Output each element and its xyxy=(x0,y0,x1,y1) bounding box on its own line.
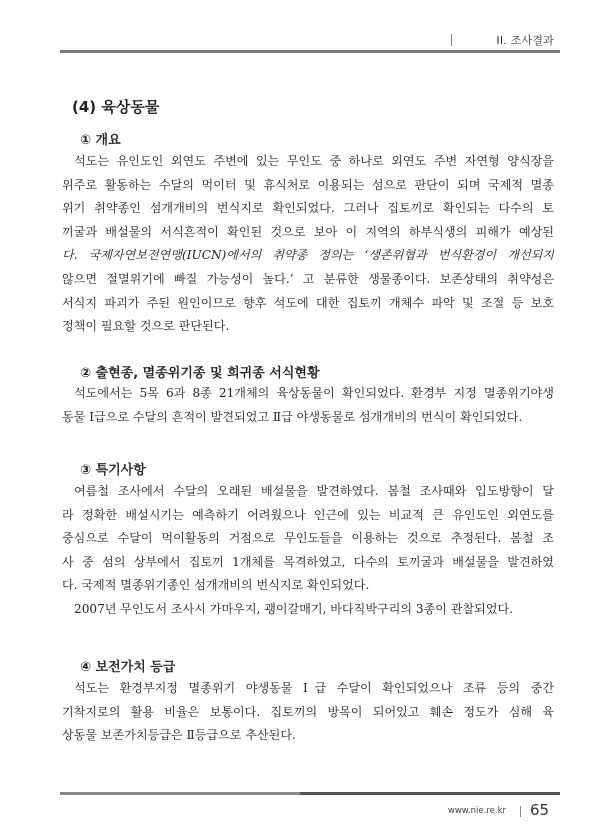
footer-url: www.nie.re.kr xyxy=(447,806,506,816)
text-line: 사 중 섬의 상부에서 집토끼 1개체를 목격하였고, 다수의 토끼굴과 배설물을 발견하였 xyxy=(62,554,554,569)
text-line: 않으면 절멸위기에 빠질 가능성이 높다.’ 고 분류한 생물종이다. 보존상태의 취약성은 xyxy=(62,271,554,286)
subsection-heading-overview: ① 개요 xyxy=(80,133,121,148)
text-line: 기착지로의 활용 비율은 보통이다. 집토끼의 방목이 되어있고 훼손 정도가 심해 육 xyxy=(62,704,554,719)
paragraph-species-status xyxy=(62,382,554,429)
paragraph-conservation-grade xyxy=(62,677,554,748)
text-line: 위기 취약종인 섬개개비의 번식지로 확인되었다. 그러나 집토끼로 확인되는 다수의 토 xyxy=(62,201,554,216)
footer-rule-accent xyxy=(300,792,560,795)
paragraph-notes xyxy=(62,480,554,622)
text-line: 라 정확한 배설시기는 예측하기 어려웠으나 인근에 있는 비교적 큰 유인도인 외연도를 xyxy=(62,507,554,522)
header-separator xyxy=(451,34,452,46)
paragraph-overview xyxy=(62,150,554,339)
text-line: 상동물 보존가치등급은 Ⅱ등급으로 추산된다. xyxy=(62,728,296,743)
text-line: 2007년 무인도서 조사시 가마우지, 괭이갈매기, 바다직박구리의 3종이 관찰되었다. xyxy=(74,601,514,616)
text-line: 중심으로 수달이 먹이활동의 거점으로 무인도들을 이용하는 것으로 추정된다. 봄철 조 xyxy=(62,531,554,546)
footer-separator xyxy=(520,806,521,817)
subsection-heading-notes: ③ 특기사항 xyxy=(80,463,146,478)
page-number: 65 xyxy=(530,801,550,819)
text-line: 석도는 유인도인 외연도 주변에 있는 무인도 중 하나로 외연도 주변 자연형 양식장을 xyxy=(74,154,554,168)
subsection-heading-conservation-grade: ④ 보전가치 등급 xyxy=(80,660,176,675)
text-line: 동물 Ⅰ급으로 수달의 흔적이 발견되었고 Ⅱ급 야생동물로 섬개개비의 번식이 확인되었다. xyxy=(62,409,523,424)
text-line: 끼굴과 배설물의 서식흔적이 확인된 것으로 보아 이 지역의 하부식생의 피해가 예상된 xyxy=(62,224,554,239)
text-line: 정책이 필요할 것으로 판단된다. xyxy=(62,319,230,334)
text-line: 다. 국제적 멸종위기종인 섬개개비의 번식지로 확인되었다. xyxy=(62,578,370,593)
text-line: 서식지 파괴가 주된 원인이므로 향후 석도에 대한 집토끼 개체수 파악 및 조절 등 보호 xyxy=(62,295,554,310)
text-line: 여름철 조사에서 수달의 오래된 배설물을 발견하였다. 봄철 조사때와 입도방향이 달 xyxy=(74,484,554,498)
text-line: 석도에서는 5목 6과 8종 21개체의 육상동물이 확인되었다. 환경부 지정 멸종위기야생 xyxy=(74,386,554,400)
chapter-label: II. 조사결과 xyxy=(496,34,554,47)
header-rule xyxy=(60,50,560,53)
text-line: 다. 국제자연보전연맹(IUCN)에서의 취약종 정의는 ‘생존위협과 번식환경이 개선되지 xyxy=(62,248,554,263)
subsection-heading-species-status: ② 출현종, 멸종위기종 및 희귀종 서식현황 xyxy=(80,366,320,381)
text-line: 석도는 환경부지정 멸종위기 야생동물 Ⅰ급 수달이 확인되었으나 조류 등의 중간 xyxy=(74,681,554,695)
section-title: (4) 육상동물 xyxy=(72,98,160,116)
text-line: 위주로 활동하는 수달의 먹이터 및 휴식처로 이용되는 섬으로 판단이 되며 국제적 멸종 xyxy=(62,177,554,192)
